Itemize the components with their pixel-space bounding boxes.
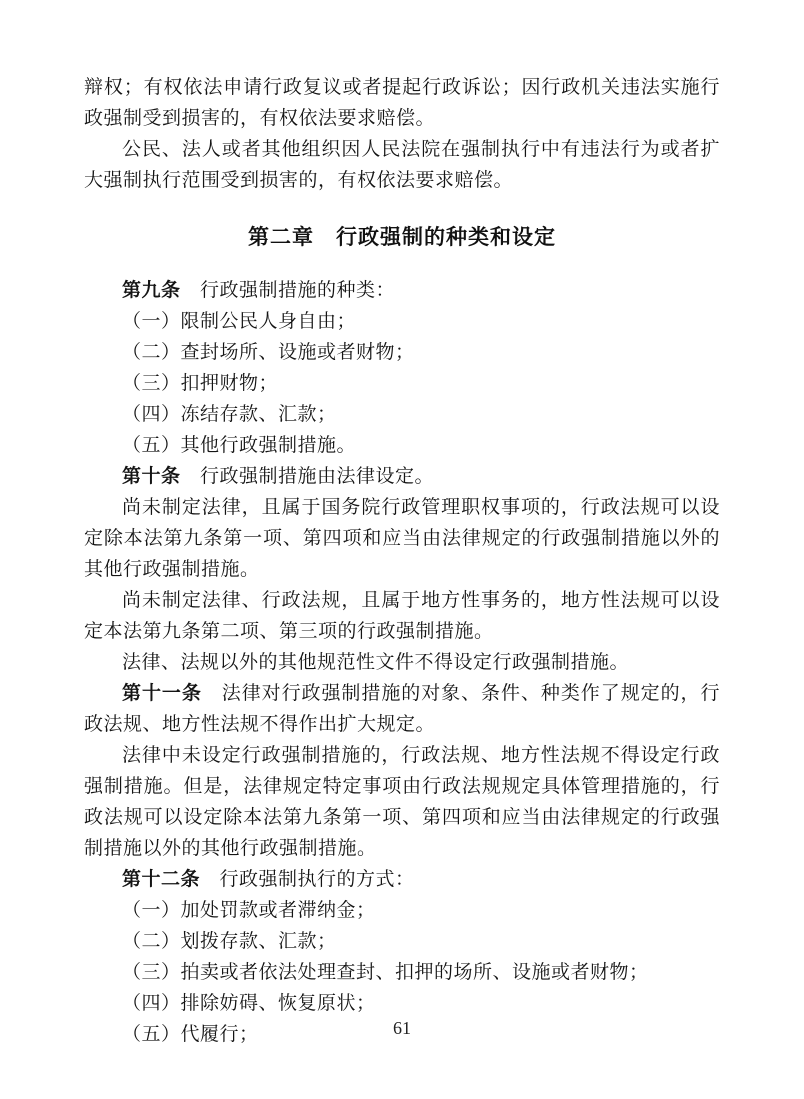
page-number: 61	[393, 1018, 411, 1038]
article-9-text: 行政强制措施的种类：	[180, 280, 396, 301]
list-item-4: （四）排除妨碍、恢复原状；	[122, 993, 376, 1014]
list-item-5: （五）代履行；	[122, 1024, 259, 1045]
list-item-5: （五）其他行政强制措施。	[122, 435, 357, 456]
article-10-text: 行政强制措施由法律设定。	[180, 466, 435, 487]
paragraph: 尚未制定法律，且属于国务院行政管理职权事项的，行政法规可以设定除本法第九条第一项、第四项和应当由法律规定的行政强制措施以外的其他行政强制措施。	[84, 497, 720, 580]
article-11-number: 第十一条	[122, 683, 202, 704]
article-9-number: 第九条	[122, 280, 181, 301]
paragraph: 法律中未设定行政强制措施的，行政法规、地方性法规不得设定行政强制措施。但是，法律规定特定事项由行政法规规定具体管理措施的，行政法规可以设定除本法第九条第一项、第四项和应当由法律规定的行政强制措施以外的其他行政强制措施。	[84, 745, 720, 859]
article-10-paragraph	[84, 461, 720, 492]
article-9-paragraph	[84, 275, 720, 306]
paragraph: 公民、法人或者其他组织因人民法院在强制执行中有违法行为或者扩大强制执行范围受到损害的，有权依法要求赔偿。	[84, 139, 720, 191]
list-item-2: （二）查封场所、设施或者财物；	[122, 342, 415, 363]
article-11-paragraph	[84, 678, 720, 740]
list-item-3: （三）拍卖或者依法处理查封、扣押的场所、设施或者财物；	[122, 962, 649, 983]
article-11-text: 法律对行政强制措施的对象、条件、种类作了规定的，行政法规、地方性法规不得作出扩大规定。	[84, 683, 720, 735]
article-12-text: 行政强制执行的方式：	[200, 869, 415, 890]
list-item-2: （二）划拨存款、汇款；	[122, 931, 337, 952]
list-item-3: （三）扣押财物；	[122, 373, 279, 394]
paragraph: 法律、法规以外的其他规范性文件不得设定行政强制措施。	[122, 652, 630, 673]
article-10-number: 第十条	[122, 466, 181, 487]
article-12-number: 第十二条	[122, 869, 201, 890]
chapter-heading: 第二章 行政强制的种类和设定	[248, 226, 556, 249]
continued-paragraph: 辩权；有权依法申请行政复议或者提起行政诉讼；因行政机关违法实施行政强制受到损害的，有权依法要求赔偿。	[84, 77, 720, 129]
paragraph: 尚未制定法律、行政法规，且属于地方性事务的，地方性法规可以设定本法第九条第二项、第三项的行政强制措施。	[84, 590, 720, 642]
list-item-1: （一）加处罚款或者滞纳金；	[122, 900, 376, 921]
list-item-4: （四）冻结存款、汇款；	[122, 404, 337, 425]
list-item-1: （一）限制公民人身自由；	[122, 311, 357, 332]
article-12-paragraph	[84, 864, 720, 895]
